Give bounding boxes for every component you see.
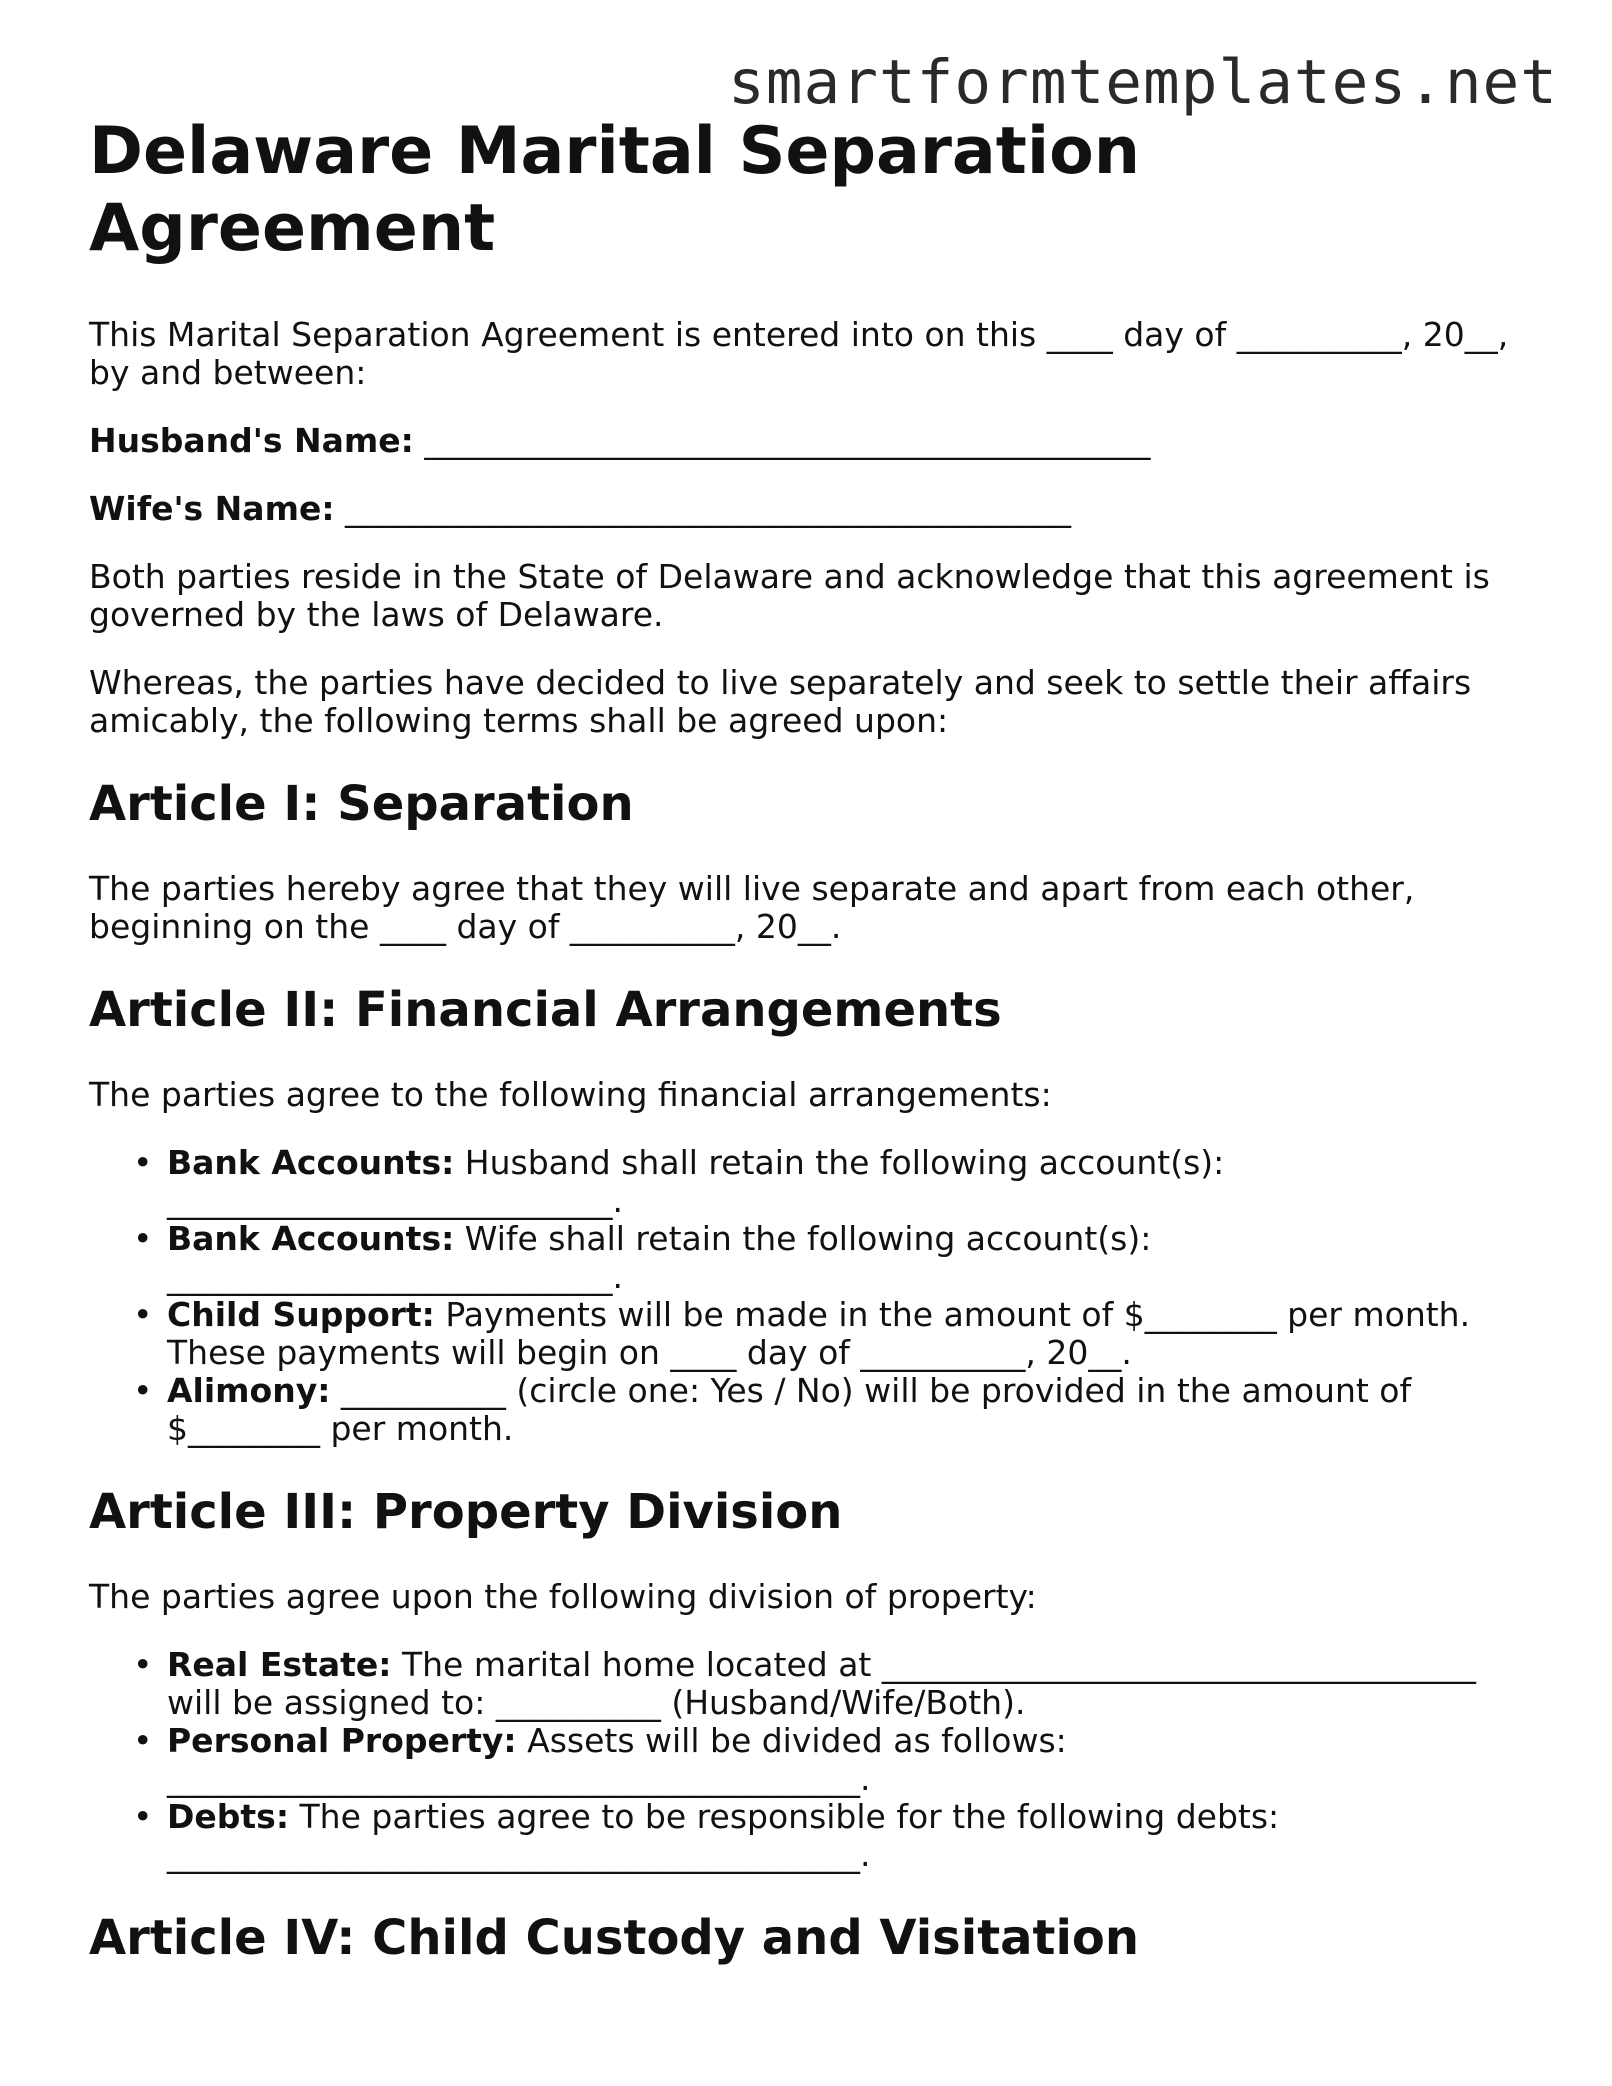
financial-terms-list [89, 1144, 1529, 1448]
list-item [167, 1296, 1529, 1372]
term-text: Payments will be made in the amount of $________ per month. These payments will begin on ____ day of __________, 20__. [167, 1295, 1471, 1372]
term-text: Assets will be divided as follows: __________________________________________. [167, 1721, 1067, 1798]
term-text: __________ (circle one: Yes / No) will be provided in the amount of $________ per month. [167, 1371, 1412, 1448]
article-1-text: The parties hereby agree that they will live separate and apart from each other, beginning on the ____ day of __________, 20__. [89, 869, 1415, 946]
article-4-heading: Article IV: Child Custody and Visitation [89, 1910, 1140, 1966]
term-text: Husband shall retain the following account(s): ___________________________. [167, 1143, 1225, 1220]
husband-name-field[interactable] [89, 422, 1529, 460]
term-label: Debts: [167, 1797, 290, 1836]
wife-name-label: Wife's Name: [89, 489, 335, 528]
term-text: The parties agree to be responsible for the following debts: __________________________________________. [167, 1797, 1280, 1874]
term-label: Bank Accounts: [167, 1219, 455, 1258]
whereas-paragraph: Whereas, the parties have decided to live separately and seek to settle their affairs amicably, the following terms shall be agreed upon: [89, 663, 1472, 740]
term-text: The marital home located at ____________________________________ will be assigned to: __________ (Husband/Wife/Both). [167, 1645, 1476, 1722]
list-item [167, 1372, 1529, 1448]
term-label: Real Estate: [167, 1645, 392, 1684]
article-3-intro: The parties agree upon the following division of property: [89, 1577, 1037, 1616]
husband-name-label: Husband's Name: [89, 421, 414, 460]
document-page [89, 113, 1529, 1966]
list-item [167, 1220, 1529, 1296]
list-item [167, 1798, 1529, 1874]
term-text: Wife shall retain the following account(s): ___________________________. [167, 1219, 1152, 1296]
document-title: Delaware Marital Separation Agreement [89, 114, 1141, 266]
article-2-heading: Article II: Financial Arrangements [89, 982, 1002, 1038]
wife-name-field[interactable] [89, 490, 1529, 528]
residence-paragraph: Both parties reside in the State of Delaware and acknowledge that this agreement is governed by the laws of Delaware. [89, 557, 1490, 634]
list-item [167, 1646, 1529, 1722]
wife-name-blank[interactable]: ____________________________________________ [345, 489, 1072, 528]
property-terms-list [89, 1646, 1529, 1874]
article-1-heading: Article I: Separation [89, 776, 634, 832]
term-label: Alimony: [167, 1371, 331, 1410]
term-label: Bank Accounts: [167, 1143, 455, 1182]
list-item [167, 1722, 1529, 1798]
list-item [167, 1144, 1529, 1220]
term-label: Personal Property: [167, 1721, 517, 1760]
husband-name-blank[interactable]: ____________________________________________ [424, 421, 1151, 460]
site-watermark: smartformtemplates.net [728, 47, 1558, 118]
article-2-intro: The parties agree to the following financial arrangements: [89, 1075, 1052, 1114]
article-3-heading: Article III: Property Division [89, 1484, 843, 1540]
intro-paragraph: This Marital Separation Agreement is entered into on this ____ day of __________, 20__, by and between: [89, 315, 1509, 392]
term-label: Child Support: [167, 1295, 435, 1334]
